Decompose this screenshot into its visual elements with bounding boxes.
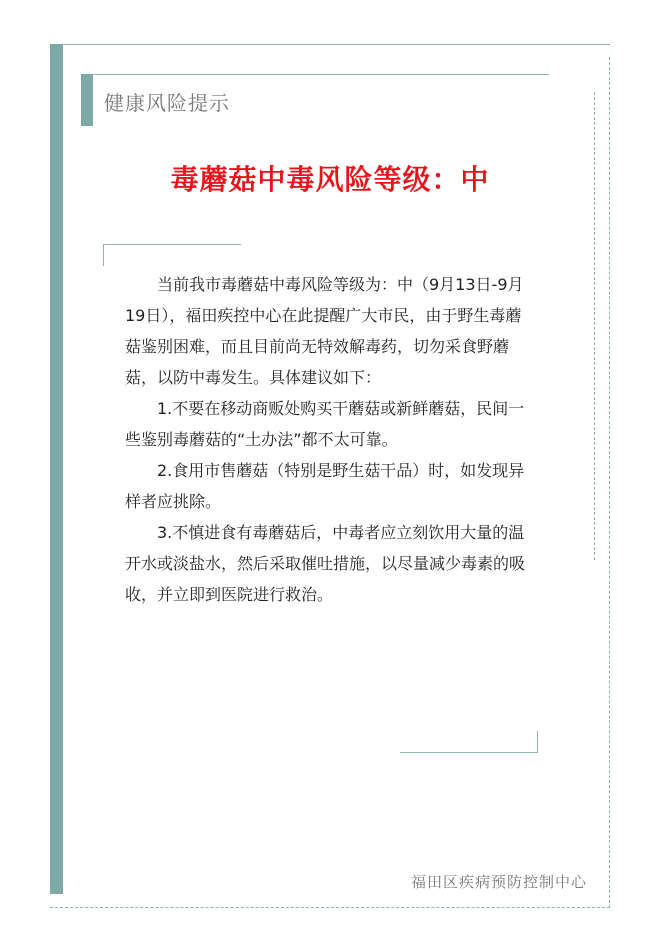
advice-item-2: 2.食用市售蘑菇（特别是野生菇干品）时，如发现异样者应挑除。: [125, 461, 525, 511]
intro-paragraph: 当前我市毒蘑菇中毒风险等级为：中（9月13日-9月19日），福田疾控中心在此提醒广大市民，由于野生毒蘑菇鉴别困难，而且目前尚无特效解毒药，切勿采食野蘑菇，以防中毒发生。具体建议如下：: [125, 275, 524, 387]
frame-top-border: [50, 44, 610, 45]
footer-organization: 福田区疾病预防控制中心: [410, 873, 587, 891]
top-left-bracket-vertical: [103, 244, 104, 266]
body-text: [125, 269, 525, 610]
bottom-right-bracket-vertical: [537, 731, 538, 753]
page-title: 毒蘑菇中毒风险等级：中: [170, 163, 490, 196]
advice-item-3: 3.不慎进食有毒蘑菇后，中毒者应立刻饮用大量的温开水或淡盐水，然后采取催吐措施，以尽量减少毒素的吸收，并立即到医院进行救治。: [125, 523, 526, 604]
frame-bottom-border: [50, 907, 610, 908]
header-title: 健康风险提示: [104, 91, 230, 115]
bottom-right-bracket-horizontal: [400, 752, 538, 753]
advice-item-1: 1.不要在移动商贩处购买干蘑菇或新鲜蘑菇，民间一些鉴别毒蘑菇的“土办法”都不太可靠。: [125, 399, 525, 449]
header-divider: [93, 74, 549, 75]
header-accent-block: [81, 74, 93, 126]
top-left-bracket-horizontal: [103, 244, 241, 245]
